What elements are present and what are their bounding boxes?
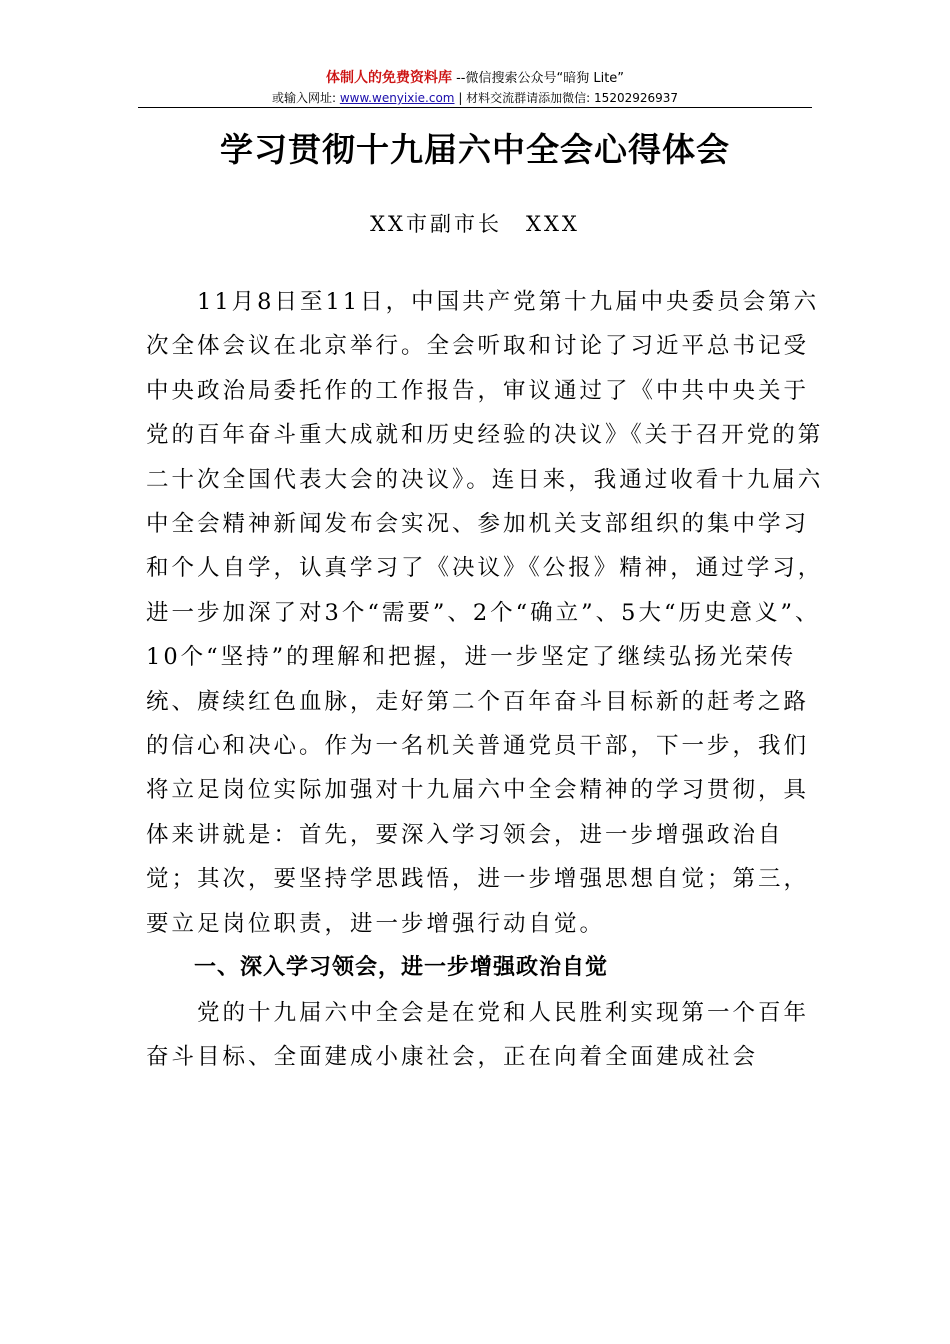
header-brand: 体制人的免费资料库 [325, 70, 452, 86]
author-byline [0, 204, 950, 244]
header-contact-line [138, 89, 812, 107]
document-title: 学习贯彻十九届六中全会心得体会 [220, 130, 730, 169]
header-contact: | 材料交流群请添加微信: 15202926937 [458, 91, 679, 105]
body-paragraph: 党的十九届六中全会是在党和人民胜利实现第一个百年奋斗目标、全面建成小康社会，正在向着全面建成社会 [146, 999, 810, 1070]
document-body [146, 280, 826, 1079]
author-position: XX市副市长 [370, 212, 503, 236]
body-paragraph: 11月8日至11日，中国共产党第十九届中央委员会第六次全体会议在北京举行。全会听取和讨论了习近平总书记受中央政治局委托作的工作报告，审议通过了《中共中央关于党的百年奋斗重大成就和历史经验的决议》《关于召开党的第二十次全国代表大会的决议》。连日来，我通过收看十九届六中全会精神新闻发布会实况、参加机关支部组织的集中学习和个人自学，认真学习了《决议》《公报》精神，通过学习，进一步加深了对3个“需要”、2个“确立”、5大“历史意义”、10个“坚持”的理解和把握，进一步坚定了继续弘扬光荣传统、赓续红色血脉，走好第二个百年奋斗目标新的赶考之路的信心和决心。作为一名机关普通党员干部，下一步，我们将立足岗位实际加强对十九届六中全会精神的学习贯彻，具体来讲就是：首先，要深入学习领会，进一步增强政治自觉；其次，要坚持学思践悟，进一步增强思想自觉；第三，要立足岗位职责，进一步增强行动自觉。 [146, 289, 824, 937]
page-header [138, 68, 812, 107]
header-promo-line [138, 68, 812, 89]
header-url-label: 或输入网址: [271, 91, 337, 105]
author-name: XXX [526, 212, 580, 236]
header-url-link[interactable]: www.wenyixie.com [339, 91, 455, 105]
section-heading: 一、深入学习领会，进一步增强政治自觉 [194, 955, 609, 981]
header-wechat-note: --微信搜索公众号“暗狗 Lite” [456, 71, 625, 86]
header-divider [138, 107, 812, 108]
